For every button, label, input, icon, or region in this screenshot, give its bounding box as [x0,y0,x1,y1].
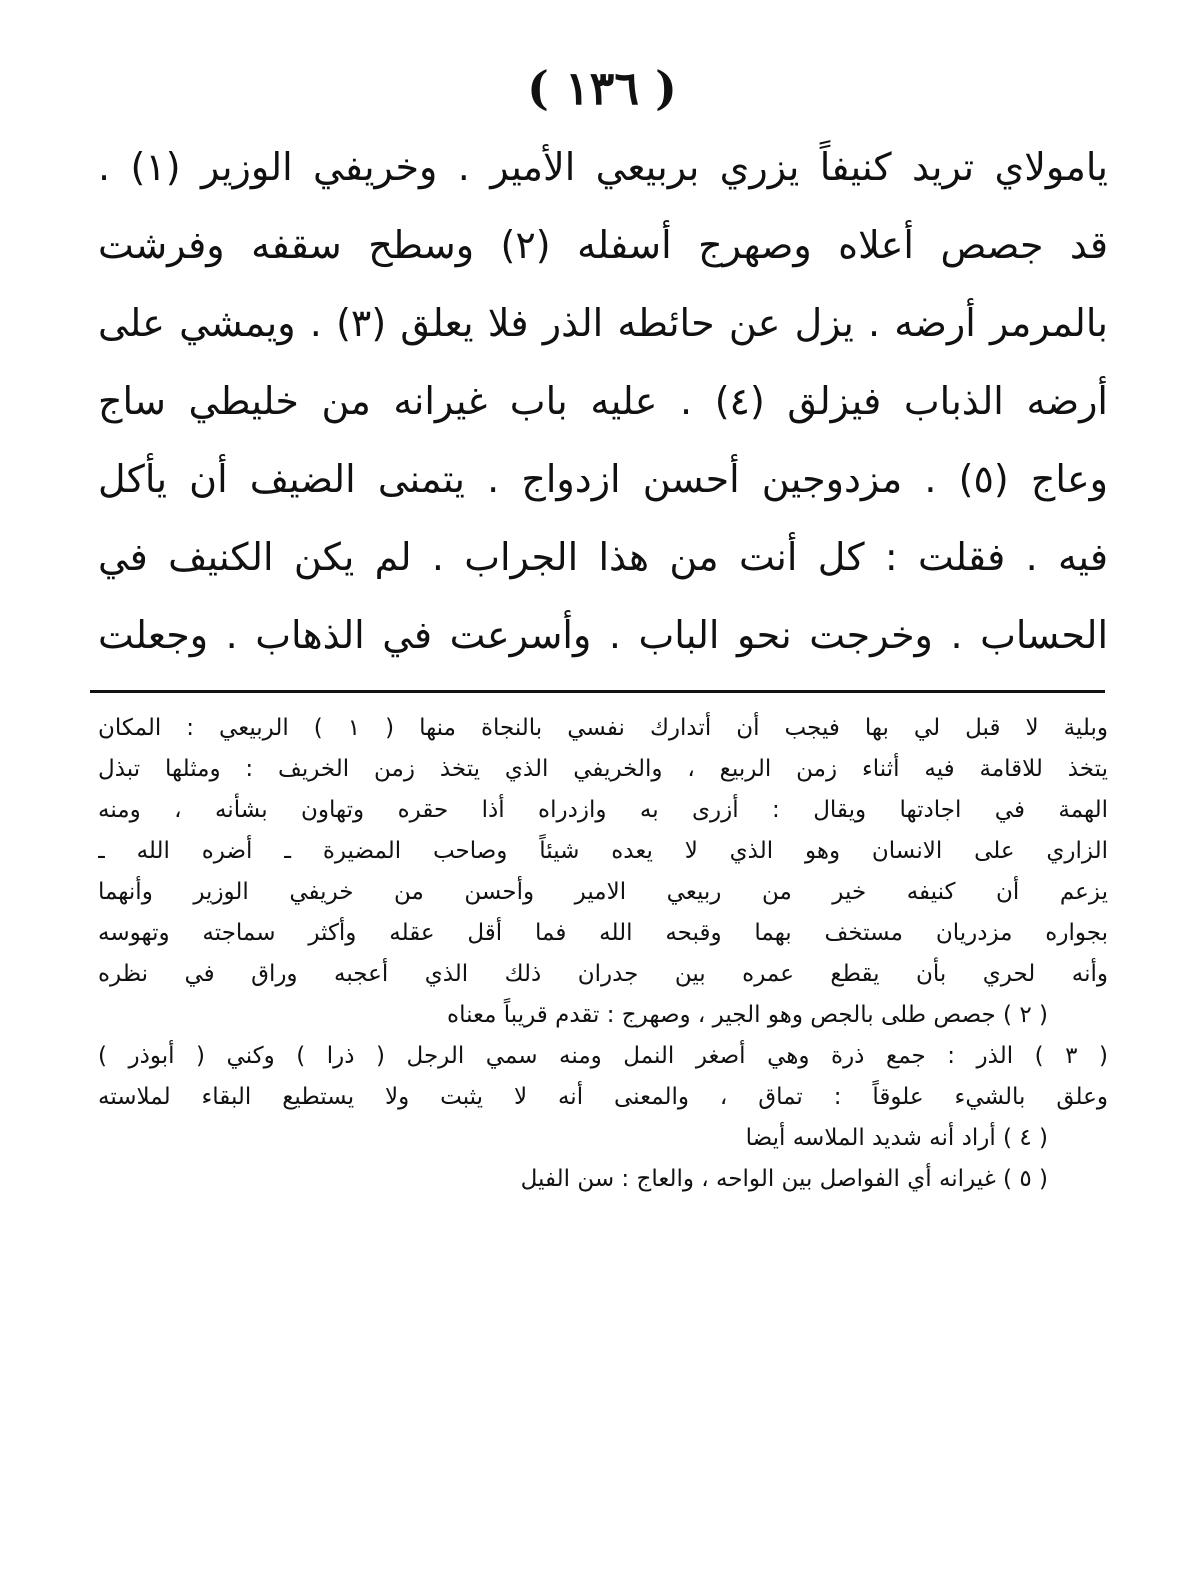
footnote-5: ( ٥ ) غيرانه أي الفواصل بين الواحه ، والعاج : سن الفيل [520,1166,1048,1192]
footnote-3-line: ( ٣ ) الذر : جمع ذرة وهي أصغر النمل ومنه سمي الرجل ( ذرا ) وكني ( أبوذر ) [98,1043,1108,1069]
footnote-1-line: يتخذ للاقامة فيه أثناء زمن الربيع ، والخريفي الذي يتخذ زمن الخريف : ومثلها تبذل [98,756,1108,782]
main-text-line: فيه . فقلت : كل أنت من هذا الجراب . لم يكن الكنيف في [98,535,1108,579]
main-text [98,128,1108,674]
footnote-divider [90,690,1105,693]
footnote-1-line: يزعم أن كنيفه خير من ربيعي الامير وأحسن من خريفي الوزير وأنهما [98,879,1108,905]
main-text-line: يامولاي تريد كنيفاً يزري بربيعي الأمير . وخريفي الوزير (١) . [98,145,1108,189]
page-number: ( ١٣٦ ) [527,61,677,115]
main-text-line: أرضه الذباب فيزلق (٤) . عليه باب غيرانه من خليطي ساج [98,379,1108,423]
footnote-4: ( ٤ ) أراد أنه شديد الملاسه أيضا [745,1125,1048,1151]
main-text-line: قد جصص أعلاه وصهرج أسفله (٢) وسطح سقفه وفرشت [98,223,1108,267]
footnote-1-line: بجواره مزدريان مستخف بهما وقبحه الله فما أقل عقله وأكثر سماجته وتهوسه [98,920,1108,946]
main-text-line: بالمرمر أرضه . يزل عن حائطه الذر فلا يعلق (٣) . ويمشي على [98,301,1108,345]
footnote-1-line: وبلية لا قبل لي بها فيجب أن أتدارك نفسي بالنجاة منها ( ١ ) الربيعي : المكان [98,715,1108,741]
footnote-2: ( ٢ ) جصص طلى بالجص وهو الجير ، وصهرج : تقدم قريباً معناه [447,1002,1048,1028]
main-text-line: الحساب . وخرجت نحو الباب . وأسرعت في الذهاب . وجعلت [98,613,1108,657]
footnote-1-line: الزاري على الانسان وهو الذي لا يعده شيئاً وصاحب المضيرة ـ أضره الله ـ [98,838,1108,864]
footnote-3-line: وعلق بالشيء علوقاً : تماق ، والمعنى أنه لا يثبت ولا يستطيع البقاء لملاسته [98,1084,1108,1110]
main-text-line: وعاج (٥) . مزدوجين أحسن ازدواج . يتمنى الضيف أن يأكل [98,457,1108,501]
footnotes [98,708,1108,1200]
footnote-1-line: الهمة في اجادتها ويقال : أزرى به وازدراه أذا حقره وتهاون بشأنه ، ومنه [98,797,1108,823]
footnote-1-line: وأنه لحري بأن يقطع عمره بين جدران ذلك الذي أعجبه وراق في نظره [98,961,1108,987]
